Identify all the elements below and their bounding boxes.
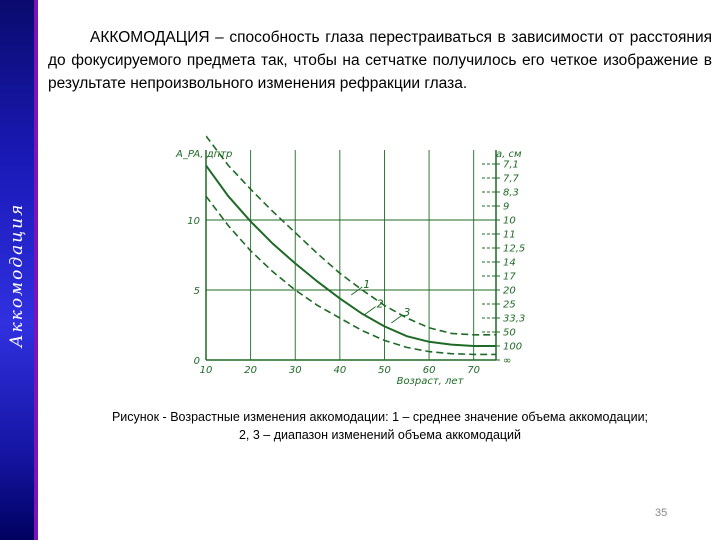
right-tick-label-6: 12,5 bbox=[503, 243, 526, 255]
right-tick-label-14: ∞ bbox=[503, 355, 512, 367]
curve-label-leader-2 bbox=[365, 307, 376, 315]
right-tick-label-3: 9 bbox=[503, 201, 510, 213]
figure-caption bbox=[48, 408, 712, 444]
y-tick-label-0: 0 bbox=[193, 356, 200, 367]
x-tick-label-60: 60 bbox=[422, 365, 436, 376]
y-axis-label-right: a, см bbox=[496, 149, 522, 160]
grid bbox=[206, 150, 496, 360]
series-line-1 bbox=[206, 165, 496, 346]
x-axis-label: Возраст, лет bbox=[396, 376, 464, 387]
x-tick-label-30: 30 bbox=[288, 365, 302, 376]
right-tick-label-9: 20 bbox=[503, 285, 516, 297]
sidebar-accent-stripe bbox=[34, 0, 38, 540]
right-tick-label-5: 11 bbox=[503, 229, 516, 241]
right-tick-label-2: 8,3 bbox=[503, 187, 519, 199]
right-tick-label-7: 14 bbox=[503, 257, 516, 269]
axes bbox=[206, 150, 500, 360]
right-tick-label-12: 50 bbox=[503, 327, 516, 339]
tick-labels bbox=[187, 160, 525, 377]
y-tick-label-5: 5 bbox=[193, 286, 200, 297]
right-tick-label-1: 7,7 bbox=[503, 173, 519, 185]
series-group bbox=[206, 136, 496, 354]
curve-label-leader-3 bbox=[391, 315, 402, 323]
sidebar-title: Аккомодация bbox=[7, 202, 27, 348]
accommodation-chart bbox=[168, 128, 558, 388]
right-tick-label-8: 17 bbox=[503, 271, 516, 283]
right-tick-label-0: 7,1 bbox=[503, 159, 519, 171]
intro-paragraph: АККОМОДАЦИЯ – способность глаза перестраиваться в зависимости от расстояния до фокусируемого предмета так, чтобы на сетчатке получилось его четкое изображение в результате непроизвольного изменения рефракции глаза. bbox=[48, 29, 712, 92]
x-tick-label-50: 50 bbox=[378, 365, 391, 376]
curve-label-leader-1 bbox=[351, 287, 362, 295]
sidebar bbox=[0, 0, 34, 540]
x-tick-label-40: 40 bbox=[333, 365, 347, 376]
y-tick-label-10: 10 bbox=[187, 216, 200, 227]
x-tick-label-70: 70 bbox=[467, 365, 481, 376]
right-tick-label-10: 25 bbox=[503, 299, 516, 311]
y-axis-label-left: A_PA, дптр bbox=[176, 149, 233, 160]
x-tick-label-10: 10 bbox=[199, 365, 213, 376]
curve-label-1: 1 bbox=[363, 278, 371, 291]
caption-line-1: Рисунок - Возрастные изменения аккомодации: 1 – среднее значение объема аккомодации; bbox=[111, 410, 649, 424]
right-tick-label-11: 33,3 bbox=[503, 313, 526, 325]
x-tick-label-20: 20 bbox=[244, 365, 257, 376]
page-number: 35 bbox=[655, 507, 668, 519]
caption-line-2: 2, 3 – диапазон изменений объема аккомодаций bbox=[238, 428, 522, 442]
curve-label-2: 2 bbox=[376, 297, 384, 311]
right-tick-label-4: 10 bbox=[503, 215, 516, 227]
curve-label-3: 3 bbox=[403, 306, 411, 319]
right-tick-label-13: 100 bbox=[503, 341, 523, 353]
